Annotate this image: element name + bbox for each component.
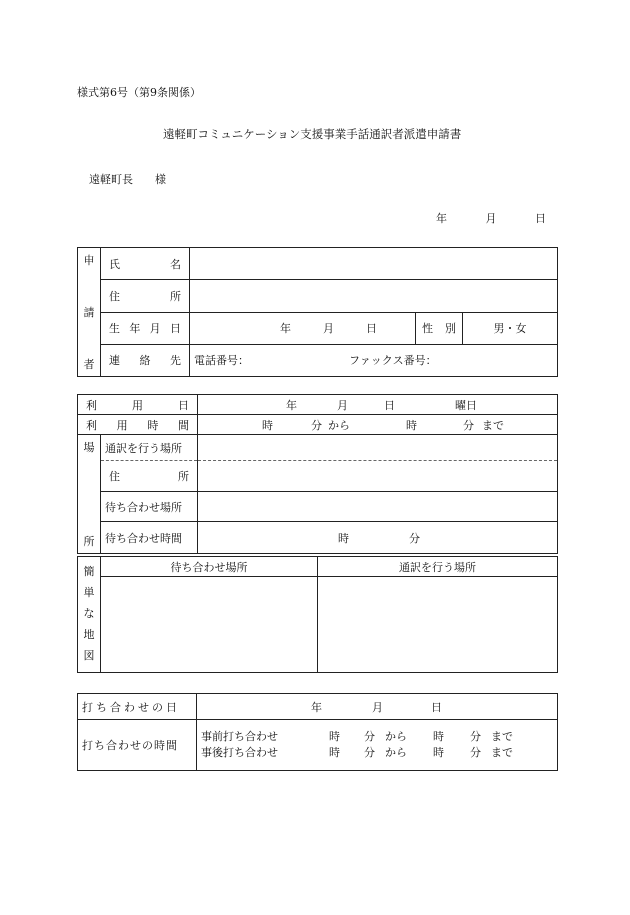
sex-label: 性 別 xyxy=(416,312,463,344)
applicant-group-label: 申 請 者 xyxy=(78,248,101,377)
phone-label: 電話番号： xyxy=(194,354,249,368)
map-interpret-header: 通訳を行う場所 xyxy=(318,557,558,577)
month-label: 月 xyxy=(485,212,497,225)
birth-label: 生 年 月 日 xyxy=(101,312,190,344)
meeting-place-label: 待ち合わせ場所 xyxy=(101,491,198,522)
contact-label: 連 絡 先 xyxy=(101,344,190,376)
birth-field[interactable]: 年 月 日 xyxy=(190,312,416,344)
name-label: 氏 名 xyxy=(101,248,190,280)
meeting-time-field[interactable] xyxy=(197,720,558,771)
place-address-label: 住 所 xyxy=(101,461,198,492)
place-address-field[interactable] xyxy=(198,461,558,492)
place-group-label: 場 所 xyxy=(78,435,101,554)
sex-field[interactable]: 男・女 xyxy=(463,312,558,344)
pre-meeting-row: 事前打ち合わせ 時 分 から 時 分 まで xyxy=(201,730,513,743)
submission-date xyxy=(436,210,546,226)
form-number: 様式第6号（第9条関係） xyxy=(77,86,201,99)
meeting-date-field[interactable]: 年 月 日 xyxy=(197,694,558,720)
name-field[interactable] xyxy=(190,248,558,280)
usage-date-label: 利 用 日 xyxy=(78,395,198,415)
post-meeting-row: 事後打ち合わせ 時 分 から 時 分 まで xyxy=(201,746,513,759)
addressee: 遠軽町長 様 xyxy=(89,173,166,186)
usage-table xyxy=(77,394,558,554)
meeting-time-field[interactable]: 時 分 xyxy=(198,522,558,554)
fax-label: ファックス番号： xyxy=(349,354,437,368)
applicant-table xyxy=(77,247,558,377)
address-label: 住 所 xyxy=(101,280,190,312)
document-title: 遠軽町コミュニケーション支援事業手話通訳者派遣申請書 xyxy=(163,127,462,141)
meeting-place-field[interactable] xyxy=(198,491,558,522)
address-field[interactable] xyxy=(190,280,558,312)
meeting-time-label: 打ち合わせの時間 xyxy=(78,720,197,771)
meeting-date-label: 打ち合わせの日 xyxy=(78,694,197,720)
interpret-place-label: 通訳を行う場所 xyxy=(101,435,198,461)
day-label: 日 xyxy=(535,212,546,225)
meeting-time-label: 待ち合わせ時間 xyxy=(101,522,198,554)
map-interpret-area[interactable] xyxy=(318,577,558,673)
map-meeting-area[interactable] xyxy=(101,577,318,673)
map-table xyxy=(77,556,558,673)
contact-field[interactable] xyxy=(190,344,558,376)
year-label: 年 xyxy=(436,212,447,225)
interpret-place-field[interactable] xyxy=(198,435,558,461)
meeting-table xyxy=(77,693,558,771)
usage-date-field[interactable]: 年 月 日 曜日 xyxy=(198,395,558,415)
map-group-label: 簡 単 な 地 図 xyxy=(78,557,101,673)
usage-time-label: 利 用 時 間 xyxy=(78,415,198,435)
usage-time-field[interactable]: 時 分 から 時 分 まで xyxy=(198,415,558,435)
map-meeting-header: 待ち合わせ場所 xyxy=(101,557,318,577)
